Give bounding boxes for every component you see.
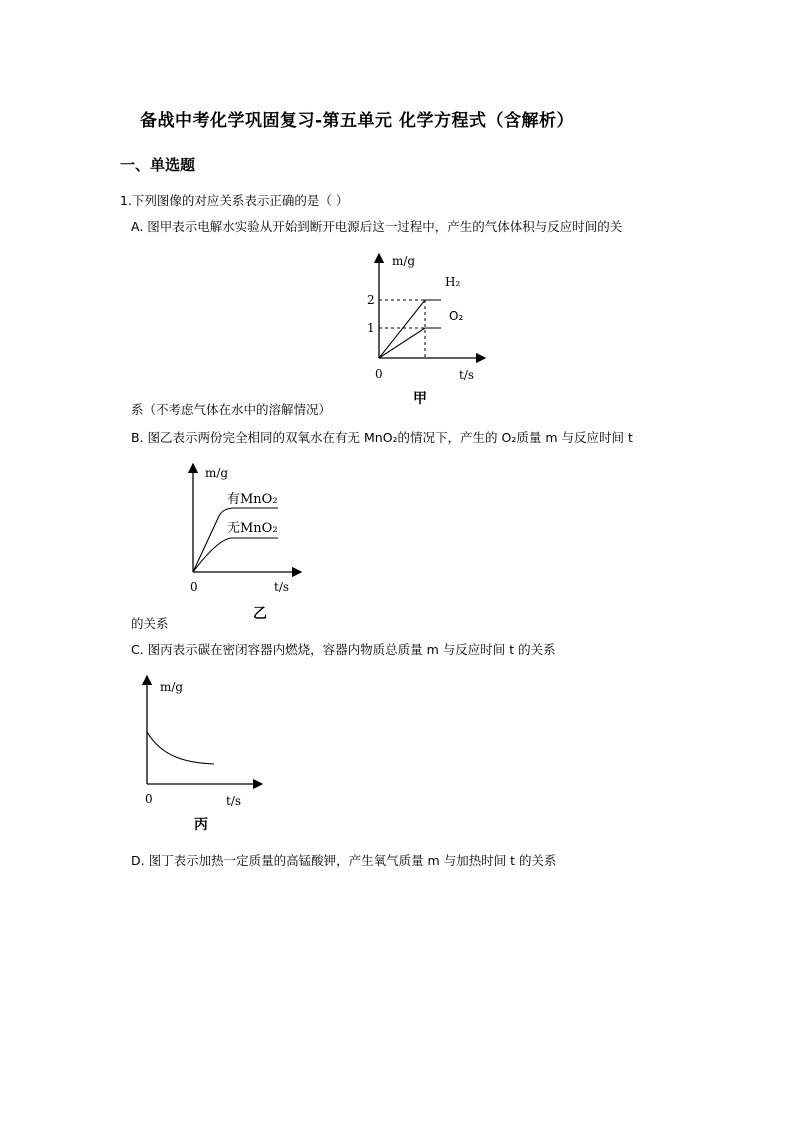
- figure-caption-jia: 甲: [413, 391, 427, 407]
- document-title: 备战中考化学巩固复习-第五单元 化学方程式（含解析）: [140, 111, 574, 131]
- figure-jia-electrolysis-graph: [350, 248, 500, 408]
- y-axis-label: m/g: [392, 254, 416, 268]
- y-axis-label: m/g: [205, 466, 229, 480]
- origin-label: 0: [190, 580, 198, 594]
- ytick-1: 1: [367, 321, 375, 335]
- series-label-without-mno2: 无MnO₂: [227, 521, 278, 536]
- series-label-with-mno2: 有MnO₂: [227, 492, 278, 507]
- origin-label: 0: [375, 367, 383, 381]
- x-axis-label: t/s: [226, 794, 242, 808]
- series-label-h2: H₂: [445, 275, 461, 289]
- origin-label: 0: [145, 792, 153, 806]
- ytick-2: 2: [367, 293, 375, 307]
- figure-caption-bing: 丙: [194, 817, 208, 833]
- section-heading: 一、单选题: [120, 156, 196, 174]
- series-label-o2: O₂: [449, 309, 464, 323]
- series-o2-line: [379, 328, 441, 358]
- option-d-text: D. 图丁表示加热一定质量的高锰酸钾，产生氧气质量 m 与加热时间 t 的关系: [131, 853, 557, 868]
- series-without-mno2-curve: [193, 538, 278, 572]
- x-axis-label: t/s: [274, 580, 290, 594]
- mass-curve: [147, 732, 214, 764]
- y-axis-label: m/g: [160, 680, 184, 694]
- option-b-text-line1: B. 图乙表示两份完全相同的双氧水在有无 MnO₂的情况下，产生的 O₂质量 m 与反应时间 t: [131, 430, 633, 445]
- option-b-text-line2: 的关系: [131, 616, 169, 631]
- figure-bing-carbon-combustion-graph: [128, 672, 273, 837]
- figure-caption-yi: 乙: [253, 606, 267, 622]
- series-with-mno2-curve: [193, 508, 278, 572]
- option-a-text-line2: 系（不考虑气体在水中的溶解情况）: [131, 402, 332, 417]
- series-h2-line: [379, 300, 441, 358]
- figure-yi-peroxide-graph: [175, 458, 315, 623]
- question-stem: 1.下列图像的对应关系表示正确的是（ ）: [120, 193, 349, 208]
- x-axis-label: t/s: [459, 368, 475, 382]
- option-a-text-line1: A. 图甲表示电解水实验从开始到断开电源后这一过程中，产生的气体体积与反应时间的关: [131, 219, 623, 234]
- option-c-text: C. 图丙表示碳在密闭容器内燃烧，容器内物质总质量 m 与反应时间 t 的关系: [131, 642, 556, 657]
